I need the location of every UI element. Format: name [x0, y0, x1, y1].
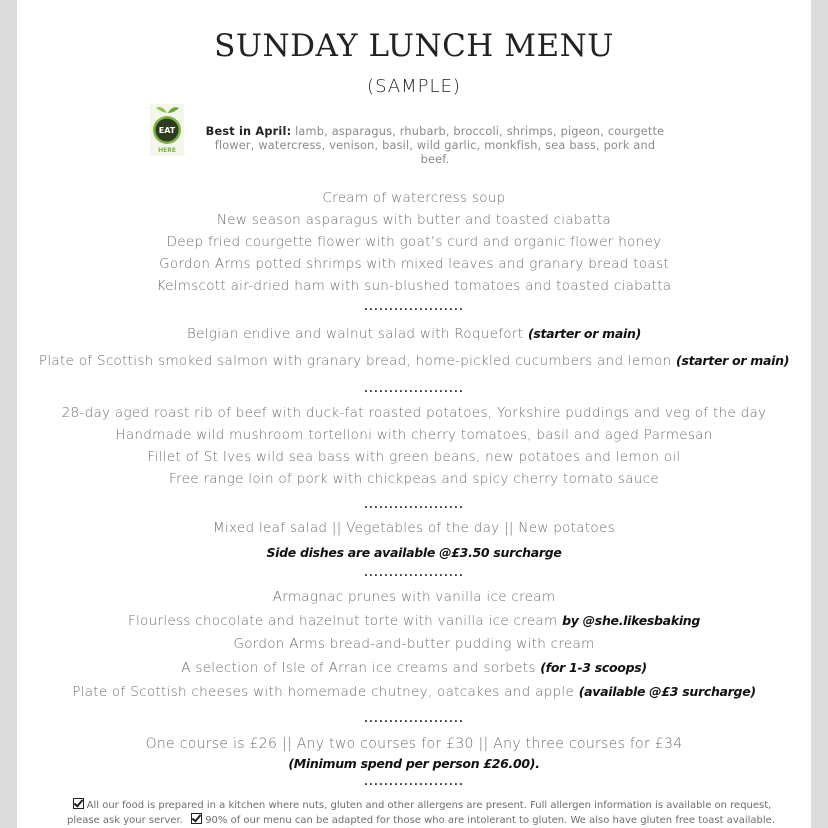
starter-item: Kelmscott air-dried ham with sun-blushed tomatoes and toasted ciabatta: [156, 278, 672, 294]
starter-item: New season asparagus with butter and toasted ciabatta: [216, 212, 612, 228]
page-subtitle: (SAMPLE): [367, 76, 461, 97]
section-separator: ....................: [364, 500, 464, 511]
section-separator: ....................: [364, 384, 464, 395]
either-dish: Belgian endive and walnut salad with Roquefort: [187, 326, 524, 342]
checkbox-icon: [191, 813, 202, 824]
pricing-line: One course is £26 || Any two courses for £30 || Any three courses for £34: [145, 736, 683, 752]
either-note: (starter or main): [527, 326, 641, 341]
eat-seasonally-logo: [150, 104, 184, 156]
logo-text: EAT: [158, 126, 176, 135]
sides-line: Mixed leaf salad || Vegetables of the day || New potatoes: [213, 520, 615, 536]
section-separator: ....................: [364, 714, 464, 725]
starter-item: Gordon Arms potted shrimps with mixed leaves and granary bread toast: [159, 256, 669, 272]
sides-note: Side dishes are available @£3.50 surcharge: [266, 545, 562, 560]
main-item: Handmade wild mushroom tortelloni with cherry tomatoes, basil and aged Parmesan: [115, 427, 713, 443]
dessert-dish: Armagnac prunes with vanilla ice cream: [272, 589, 556, 605]
starter-item: Deep fried courgette flower with goat’s curd and organic flower honey: [166, 234, 662, 250]
pricing-note: (Minimum spend per person £26.00).: [288, 756, 540, 771]
either-note: (starter or main): [676, 353, 790, 368]
dessert-note: by @she.likesbaking: [562, 613, 701, 628]
dessert-note: (available @£3 surcharge): [578, 684, 756, 699]
either-item: [17, 326, 811, 342]
seasonal-label: Best in April:: [205, 125, 292, 138]
dessert-dish: Flourless chocolate and hazelnut torte with vanilla ice cream: [127, 613, 558, 629]
main-item: 28-day aged roast rib of beef with duck-fat roasted potatoes, Yorkshire puddings and veg of the day: [61, 405, 767, 421]
dessert-dish: Gordon Arms bread-and-butter pudding with cream: [233, 636, 595, 652]
dessert-item: [17, 589, 811, 605]
menu-page: [17, 0, 811, 828]
section-separator: ....................: [364, 302, 464, 313]
dessert-item: [17, 660, 811, 676]
seasonal-produce: [205, 125, 665, 167]
logo-subtext: HERE: [158, 147, 176, 154]
gluten-notice: 90% of our menu can be adapted for those who are intolerant to gluten. We also have gluten free toast available.: [205, 815, 776, 826]
main-item: Free range loin of pork with chickpeas and spicy cherry tomato sauce: [168, 471, 659, 487]
page-title: SUNDAY LUNCH MENU: [214, 28, 614, 64]
dessert-note: (for 1-3 scoops): [540, 660, 647, 675]
dessert-dish: Plate of Scottish cheeses with homemade chutney, oatcakes and apple: [72, 684, 575, 700]
dessert-item: [17, 684, 811, 700]
section-separator: ....................: [364, 568, 464, 579]
dessert-dish: A selection of Isle of Arran ice creams and sorbets: [181, 660, 536, 676]
allergen-footer: [63, 798, 779, 828]
main-item: Fillet of St Ives wild sea bass with green beans, new potatoes and lemon oil: [147, 449, 681, 465]
either-item: [17, 353, 811, 369]
checkbox-icon: [73, 798, 84, 809]
dessert-item: [17, 636, 811, 652]
starter-item: Cream of watercress soup: [322, 190, 506, 206]
seasonal-items: lamb, asparagus, rhubarb, broccoli, shrimps, pigeon, courgette flower, watercress, venison, basil, wild garlic, monkfish, sea bass, pork and beef.: [214, 125, 665, 166]
either-dish: Plate of Scottish smoked salmon with granary bread, home-pickled cucumbers and lemon: [38, 353, 672, 369]
allergen-notice: All our food is prepared in a kitchen where nuts, gluten and other allergens are present. Full allergen information is available on request, please ask your server.: [66, 800, 772, 826]
section-separator: ....................: [364, 777, 464, 788]
dessert-item: [17, 613, 811, 629]
